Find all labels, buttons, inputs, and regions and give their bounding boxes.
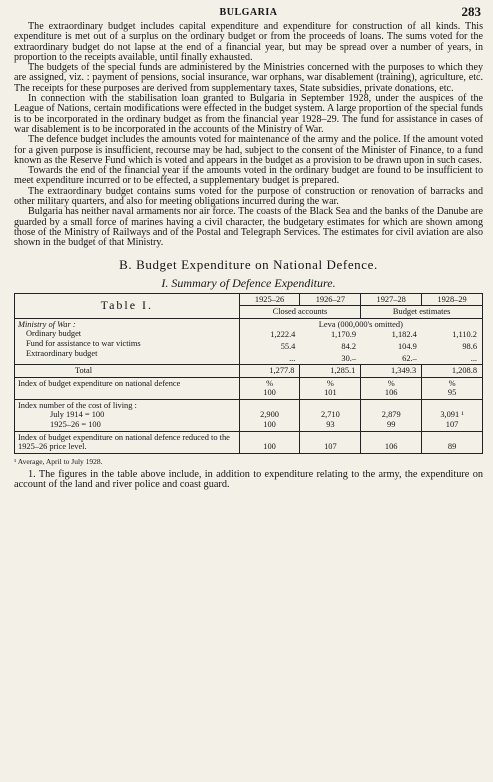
paragraph-extraordinary-budget: The extraordinary budget includes capital expenditure and expenditure for construction of all kinds. This expenditure is met out of a surplus on the ordinary budget or from the proceeds of loans. The sums voted for the extraordinary budget do not lapse at the end of a financial year, but may be spread over a number of years, in proportion to the receipts available, until finally exhausted.	[14, 21, 483, 63]
total-label: Total	[15, 365, 240, 378]
value-cell: 2,879	[381, 410, 401, 420]
year-header: 1928–29	[422, 293, 483, 306]
row-label: Extraordinary budget	[26, 348, 98, 358]
cost-label: Index number of the cost of living :	[18, 400, 137, 410]
table-row-reduced-index	[15, 431, 483, 453]
ministry-label: Ministry of War :	[18, 319, 76, 329]
value-cell: 1,208.8	[422, 365, 483, 378]
year-header: 1925–26	[239, 293, 300, 306]
value-cell: 3,091 ¹	[440, 410, 464, 420]
value-cell: 106	[384, 388, 398, 398]
value-cell: 1,349.3	[361, 365, 422, 378]
group-budget-estimates: Budget estimates	[361, 306, 483, 319]
units-label: Leva (000,000's omitted)	[318, 319, 403, 329]
index-cell	[361, 377, 422, 399]
value-cell: 101	[324, 388, 337, 398]
value-cell: 106	[361, 431, 422, 453]
value-cell: 95	[447, 388, 457, 398]
value-cell: 1,277.8	[239, 365, 300, 378]
running-header	[14, 4, 483, 22]
paragraph-supplementary-budget: Towards the end of the financial year if the amounts voted in the ordinary budget are found to be insufficient to meet expenditure incurred or to be effected, a supplementary budget is prepared.	[14, 165, 483, 187]
explanatory-note: 1. The figures in the table above include, in addition to expenditure relating to the army, the expenditure on account of the land and river police and coast guard.	[14, 468, 483, 491]
year-header: 1926–27	[300, 293, 361, 306]
index-label: Index of budget expenditure on national defence	[15, 377, 240, 399]
cost-cell	[422, 399, 483, 431]
table-header-row	[15, 293, 483, 306]
value-cell: 1,182.4	[391, 330, 417, 340]
value-cell: ...	[289, 353, 296, 363]
value-cell: 1,110.2	[452, 330, 477, 340]
defence-expenditure-table	[14, 293, 483, 454]
percent-sign: %	[266, 378, 274, 388]
percent-sign: %	[387, 378, 395, 388]
paragraph-special-funds: The budgets of the special funds are administered by the Ministries concerned with the purposes to which they are assigned, viz. : payment of pensions, social insurance, war orphans, war disablement (training), agriculture, etc. The receipts for these purposes are derived from supplementary taxes, State subsidies, private donations, etc.	[14, 62, 483, 94]
table-row-total	[15, 365, 483, 378]
value-cell: 2,710	[320, 410, 340, 420]
value-cell: 1,222.4	[270, 330, 296, 340]
value-cell: 1,170.9	[330, 330, 357, 340]
cost-sub-1925: 1925–26 = 100	[50, 420, 101, 430]
subsection-heading: I. Summary of Defence Expenditure.	[161, 275, 336, 290]
group-closed-accounts: Closed accounts	[239, 306, 361, 319]
value-cell: 89	[422, 431, 483, 453]
value-cell: 98.6	[462, 341, 477, 351]
section-heading: B. Budget Expenditure on National Defence.	[119, 256, 378, 272]
cost-label-cell	[15, 399, 240, 431]
value-cell: 62.–	[402, 353, 417, 363]
cost-cell	[361, 399, 422, 431]
row-label: Fund for assistance to war victims	[26, 338, 141, 348]
value-cell: 55.4	[280, 341, 296, 351]
table-row	[240, 329, 482, 341]
year-header: 1927–28	[361, 293, 422, 306]
value-cell: 107	[445, 420, 459, 430]
value-cell: 1,285.1	[300, 365, 361, 378]
paragraph-naval-air: Bulgaria has neither naval armaments nor air force. The coasts of the Black Sea and the banks of the Danube are guarded by a small force of marines having a civil character, the budgetary estimates for which are shown among those of the Ministry of Railways and of the Postal and Telegraph Services. The estimates for civil aviation are also shown in the budget of that Ministry.	[14, 206, 483, 249]
value-cell: 99	[387, 420, 396, 430]
index-cell	[239, 377, 300, 399]
percent-sign: %	[326, 378, 334, 388]
running-title: BULGARIA	[219, 7, 278, 18]
value-cell: 93	[326, 420, 335, 430]
values-subtable	[240, 329, 482, 364]
value-cell: 104.9	[397, 341, 417, 351]
percent-sign: %	[448, 378, 456, 388]
value-cell: 100	[263, 420, 276, 430]
paragraph-stabilisation-loan: In connection with the stabilisation loan granted to Bulgaria in September 1928, under the auspices of the League of Nations, certain modifications were effected in the budget system. A large proportion of the special funds is to be incorporated in the ordinary budget as from the financial year 1928–29. The fund for assistance in cases of war disablement is to be incorporated in the accounts of the Ministry of War.	[14, 93, 483, 135]
value-cell: ...	[470, 353, 477, 363]
table-row-cost-of-living	[15, 399, 483, 431]
row-labels-cell	[15, 318, 240, 364]
cost-cell	[239, 399, 300, 431]
paragraph-extraordinary-sums: The extraordinary budget contains sums voted for the purpose of construction or renovation of barracks and other military quarters, and also for meeting obligations incurred during the war.	[14, 185, 483, 208]
value-cell: 2,900	[260, 410, 279, 420]
cost-cell	[300, 399, 361, 431]
table-row	[240, 341, 482, 353]
values-block	[239, 318, 482, 364]
page-number: 283	[461, 4, 481, 19]
paragraph-defence-budget: The defence budget includes the amounts voted for maintenance of the army and the police. If the amount voted for a given purpose is insufficient, recourse may be had, subject to the consent of the Minister of Finance, to a fund known as the Reserve Fund which is voted and appears in the budget as a provision to be drawn upon in such cases.	[14, 134, 483, 166]
table-title: Table I.	[15, 293, 240, 318]
index-cell	[300, 377, 361, 399]
table-row	[15, 318, 483, 364]
table-row-index	[15, 377, 483, 399]
value-cell: 84.2	[341, 341, 357, 351]
row-label: Ordinary budget	[26, 329, 82, 339]
index-cell	[422, 377, 483, 399]
value-cell: 100	[239, 431, 300, 453]
value-cell: 100	[263, 388, 276, 398]
value-cell: 107	[300, 431, 361, 453]
value-cell: 30.–	[341, 353, 357, 363]
table-footnote: ¹ Average, April to July 1928.	[14, 456, 103, 466]
cost-sub-1914: July 1914 = 100	[50, 410, 105, 420]
table-row	[240, 353, 482, 365]
reduced-label: Index of budget expenditure on national defence reduced to the 1925–26 price level.	[15, 431, 240, 453]
